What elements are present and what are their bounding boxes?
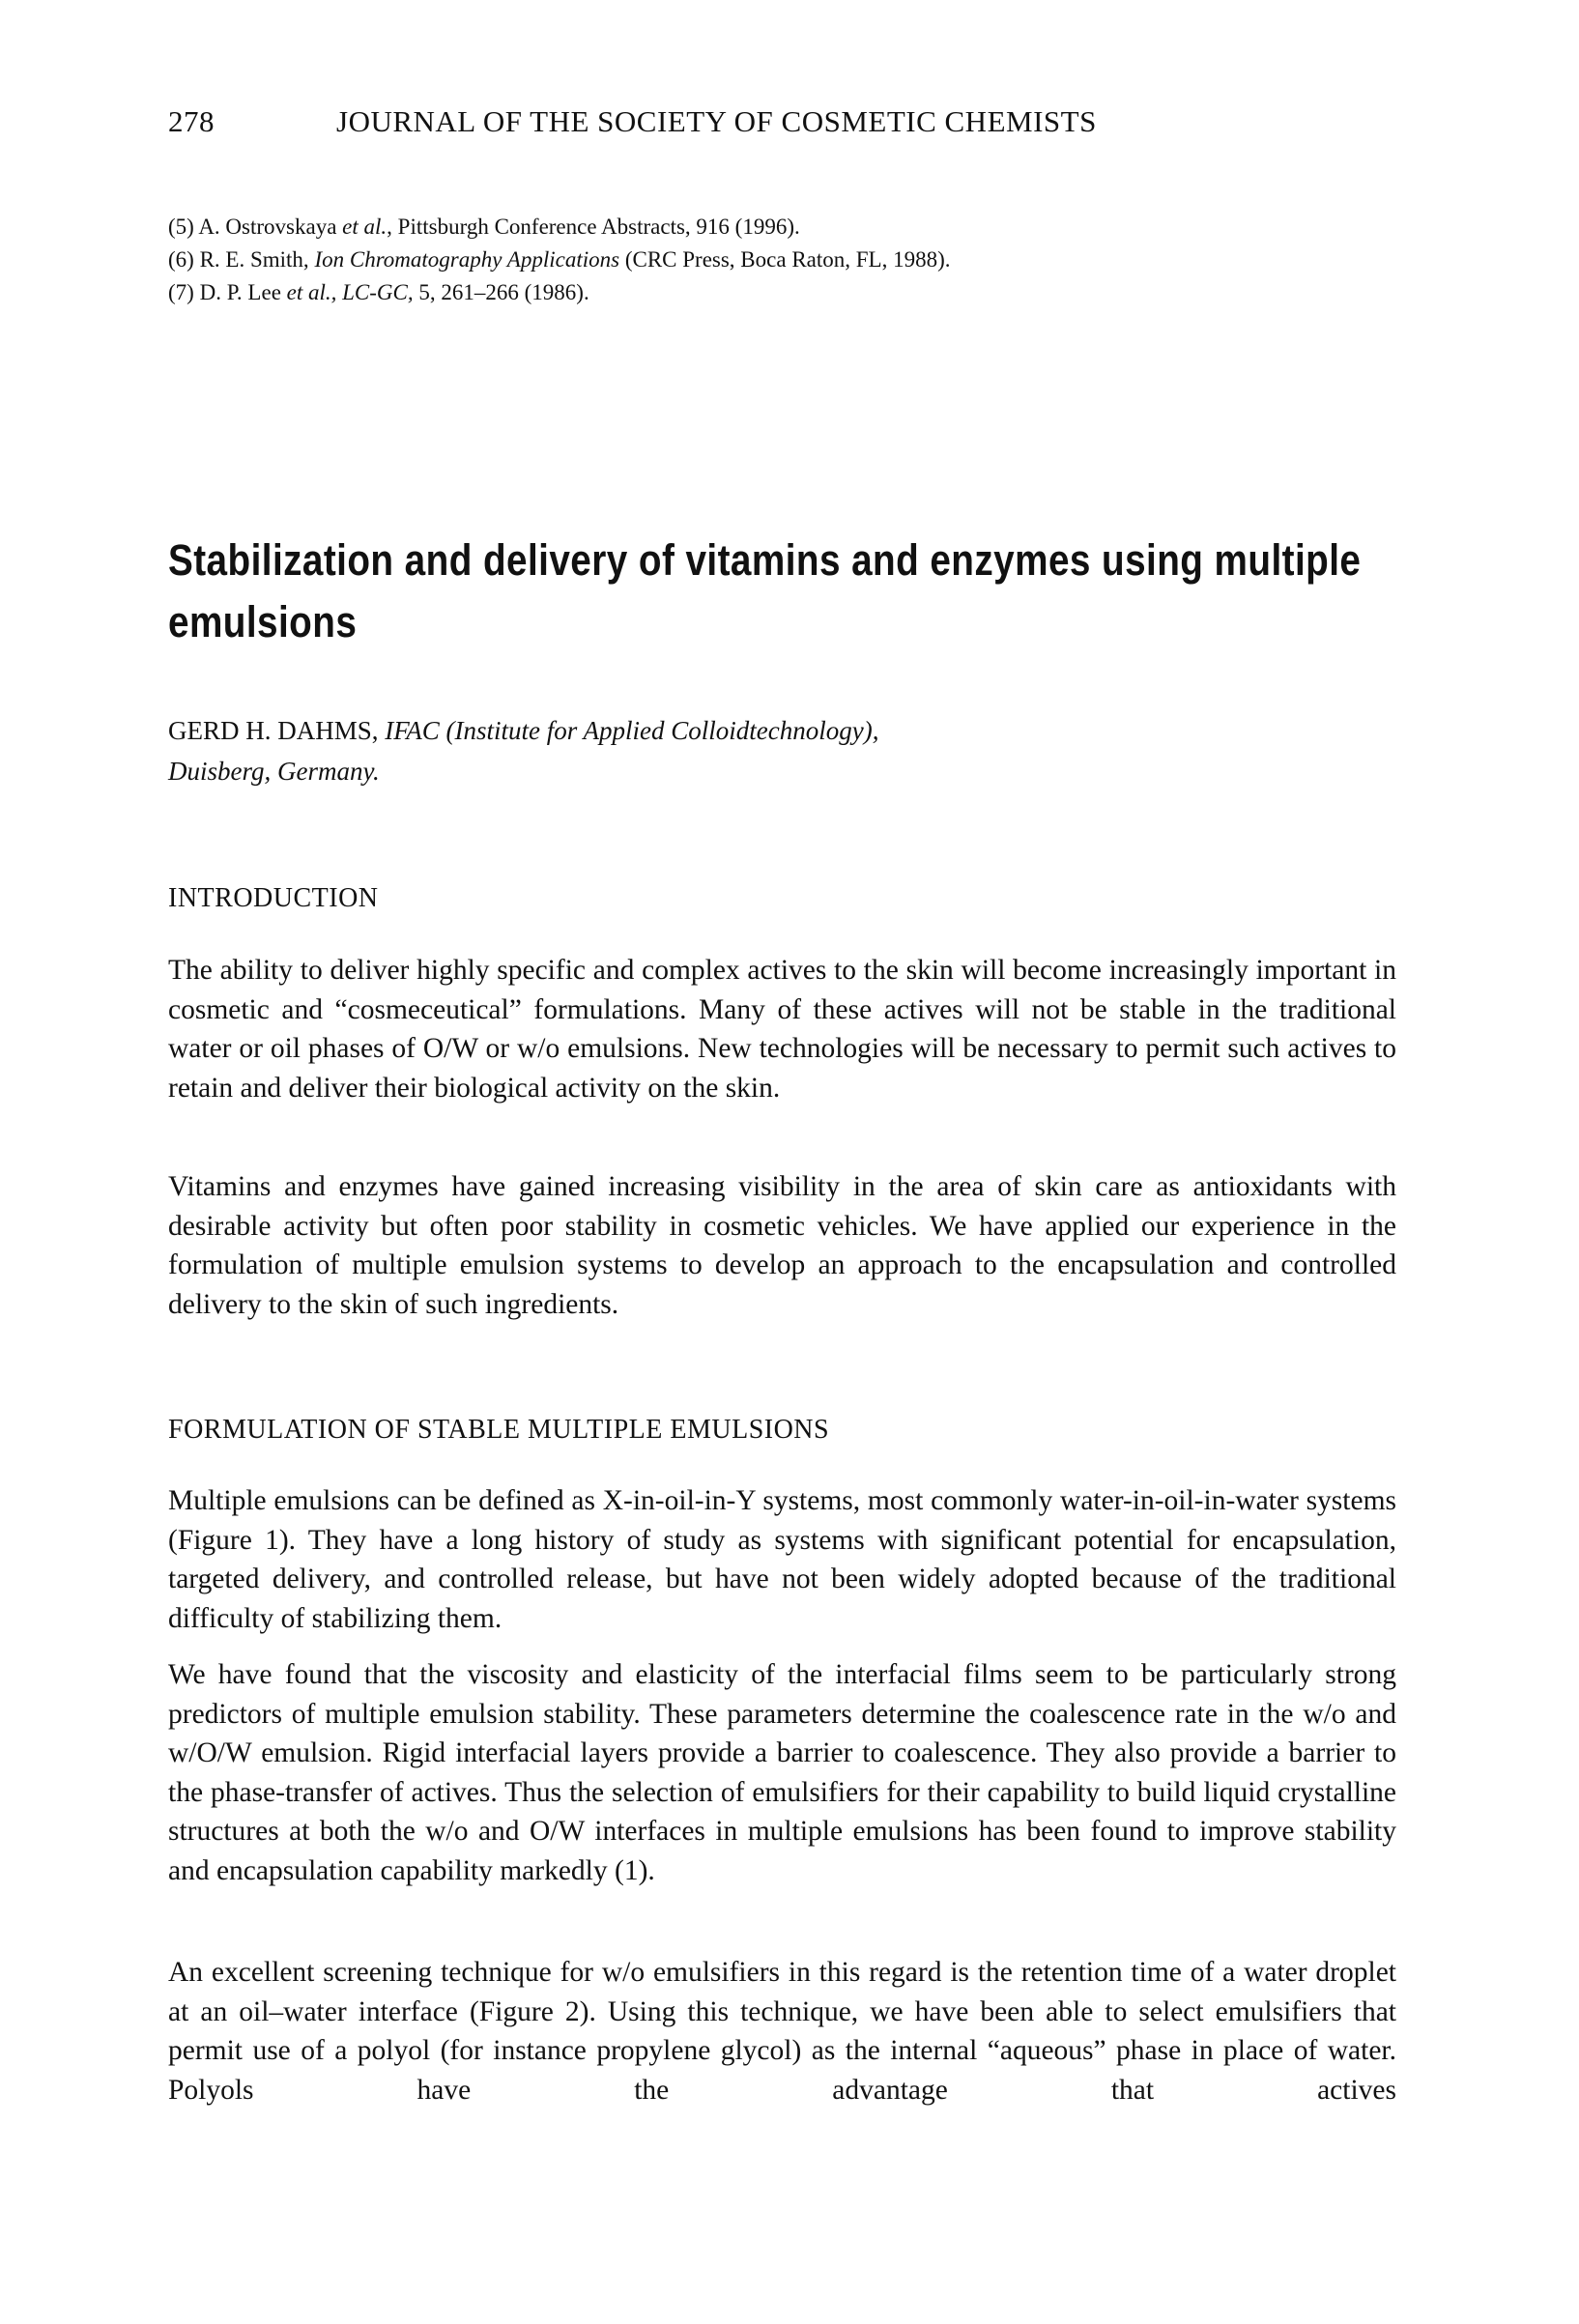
affiliation: IFAC (Institute for Applied Colloidtechnology), (385, 716, 879, 745)
page-number: 278 (168, 104, 215, 138)
paragraph: An excellent screening technique for w/o emulsifiers in this regard is the retention time of a water droplet at an oil–water interface (Figure 2). Using this technique, we have been able to select emulsifiers that permit use of a polyol (for instance propylene glycol) as the internal “aqueous” phase in place of water. Polyols have the advantage that actives (168, 1957, 1396, 2106)
author-block (168, 710, 1396, 791)
section-heading: INTRODUCTION (168, 883, 379, 913)
reference-item: (6) R. E. Smith, Ion Chromatography Applications (CRC Press, Boca Raton, FL, 1988). (168, 247, 951, 272)
author-name: GERD H. DAHMS, (168, 716, 386, 745)
journal-title: JOURNAL OF THE SOCIETY OF COSMETIC CHEMISTS (336, 104, 1097, 138)
paragraph: Multiple emulsions can be defined as X-in-oil-in-Y systems, most commonly water-in-oil-in-water systems (Figure 1). They have a long history of study as systems with significant potential for encapsulation, targeted delivery, and controlled release, but have not been widely adopted because of the traditional difficulty of stabilizing them. (168, 1485, 1396, 1634)
paragraph: We have found that the viscosity and elasticity of the interfacial films seem to be particularly strong predictors of multiple emulsion stability. These parameters determine the coalescence rate in the w/o and w/O/W emulsion. Rigid interfacial layers provide a barrier to coalescence. They also provide a barrier to the phase-transfer of actives. Thus the selection of emulsifiers for their capability to build liquid crystalline structures at both the w/o and O/W interfaces in multiple emulsions has been found to improve stability and encapsulation capability markedly (1). (168, 1659, 1396, 1886)
affiliation-location: Duisberg, Germany. (168, 757, 380, 786)
reference-list (168, 211, 1396, 309)
article-title: Stabilization and delivery of vitamins and enzymes using multiple emulsions (168, 535, 1362, 646)
reference-item: (7) D. P. Lee et al., LC-GC, 5, 261–266 (1986). (168, 280, 589, 304)
paragraph: Vitamins and enzymes have gained increasing visibility in the area of skin care as antioxidants with desirable activity but often poor stability in cosmetic vehicles. We have applied our experience in the formulation of multiple emulsion systems to develop an approach to the encapsulation and controlled delivery to the skin of such ingredients. (168, 1171, 1396, 1320)
section-heading: FORMULATION OF STABLE MULTIPLE EMULSIONS (168, 1415, 830, 1445)
reference-item: (5) A. Ostrovskaya et al., Pittsburgh Conference Abstracts, 916 (1996). (168, 215, 800, 239)
paragraph: The ability to deliver highly specific and complex actives to the skin will become increasingly important in cosmetic and “cosmeceutical” formulations. Many of these actives will not be stable in the traditional water or oil phases of O/W or w/o emulsions. New technologies will be necessary to permit such actives to retain and deliver their biological activity on the skin. (168, 955, 1396, 1104)
